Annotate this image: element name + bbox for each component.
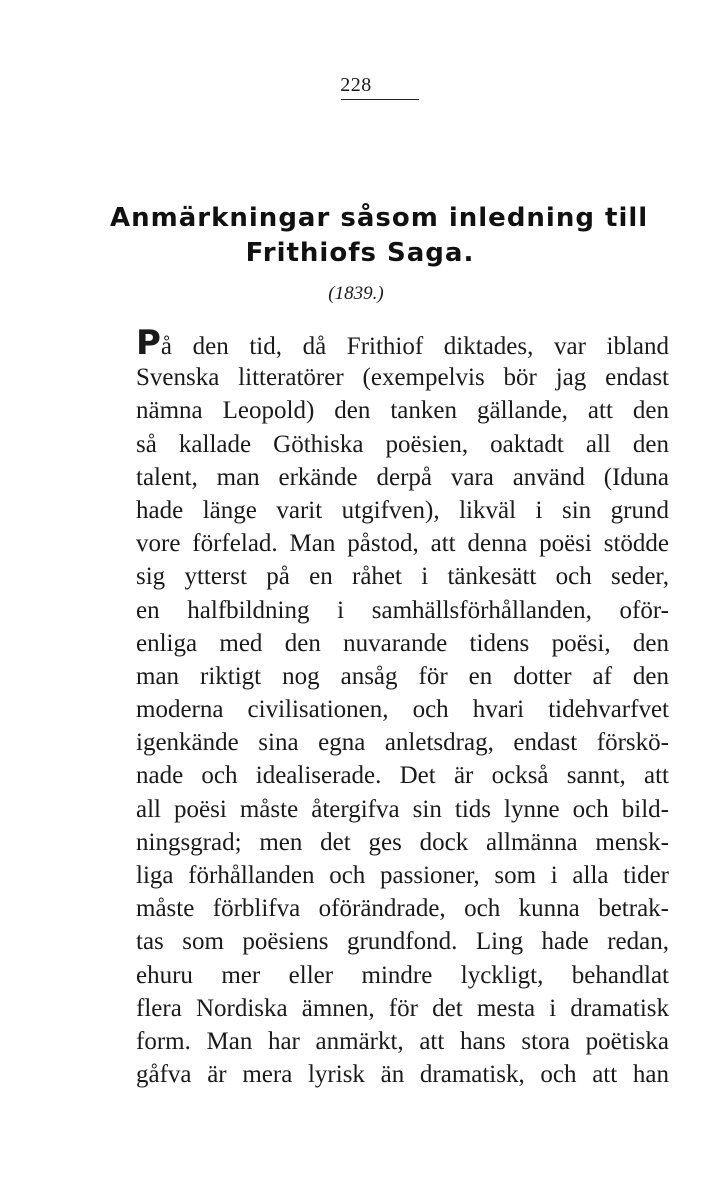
text-line: sig ytterst på en råhet i tänkesätt och seder, [136,563,669,591]
text-line: all poësi måste återgifva sin tids lynne och bild- [136,795,669,823]
text-line: moderna civilisationen, och hvari tidehvarfvet [136,696,669,724]
text-line: flera Nordiska ämnen, för det mesta i dramatisk [136,994,669,1022]
drop-cap: P [136,328,161,362]
text-line: ningsgrad; men det ges dock allmänna mensk- [136,828,669,856]
text-line: gåfva är mera lyrisk än dramatisk, och att han [136,1061,669,1089]
text-line: nade och idealiserade. Det är också sannt, att [136,762,669,790]
text-line: hade länge varit utgifven), likväl i sin grund [136,496,669,524]
text-line: igenkände sina egna anletsdrag, endast förskö- [136,729,669,757]
text-line: man riktigt nog ansåg för en dotter af den [136,662,669,690]
body-text [136,328,669,1091]
text-line: en halfbildning i samhällsförhållanden, oför- [136,596,669,624]
text-line: måste förblifva oförändrade, och kunna betrak- [136,895,669,923]
chapter-title-line-2: Frithiofs Saga. [245,238,475,268]
chapter-title-line-1: Anmärkningar såsom inledning till [110,203,649,233]
text-line: ehuru mer eller mindre lyckligt, behandlat [136,961,669,989]
body-first-line [136,328,669,361]
text-line: nämna Leopold) den tanken gällande, att den [136,397,669,425]
text-line: enliga med den nuvarande tidens poësi, den [136,629,669,657]
page-number-rule [341,99,419,100]
text-line: form. Man har anmärkt, att hans stora poëtiska [136,1027,669,1055]
text-line: vore förfelad. Man påstod, att denna poësi stödde [136,530,669,558]
text-line: liga förhållanden och passioner, som i alla tider [136,862,669,889]
chapter-year: (1839.) [328,283,384,304]
first-line-text: å den tid, då Frithiof diktades, var ibland [160,333,669,360]
text-line: så kallade Göthiska poësien, oaktadt all den [136,430,669,458]
text-line: tas som poësiens grundfond. Ling hade redan, [136,928,669,956]
text-line: talent, man erkände derpå vara använd (Iduna [136,463,669,491]
text-line: Svenska litteratörer (exempelvis bör jag endast [136,364,669,392]
page-number: 228 [340,74,372,96]
